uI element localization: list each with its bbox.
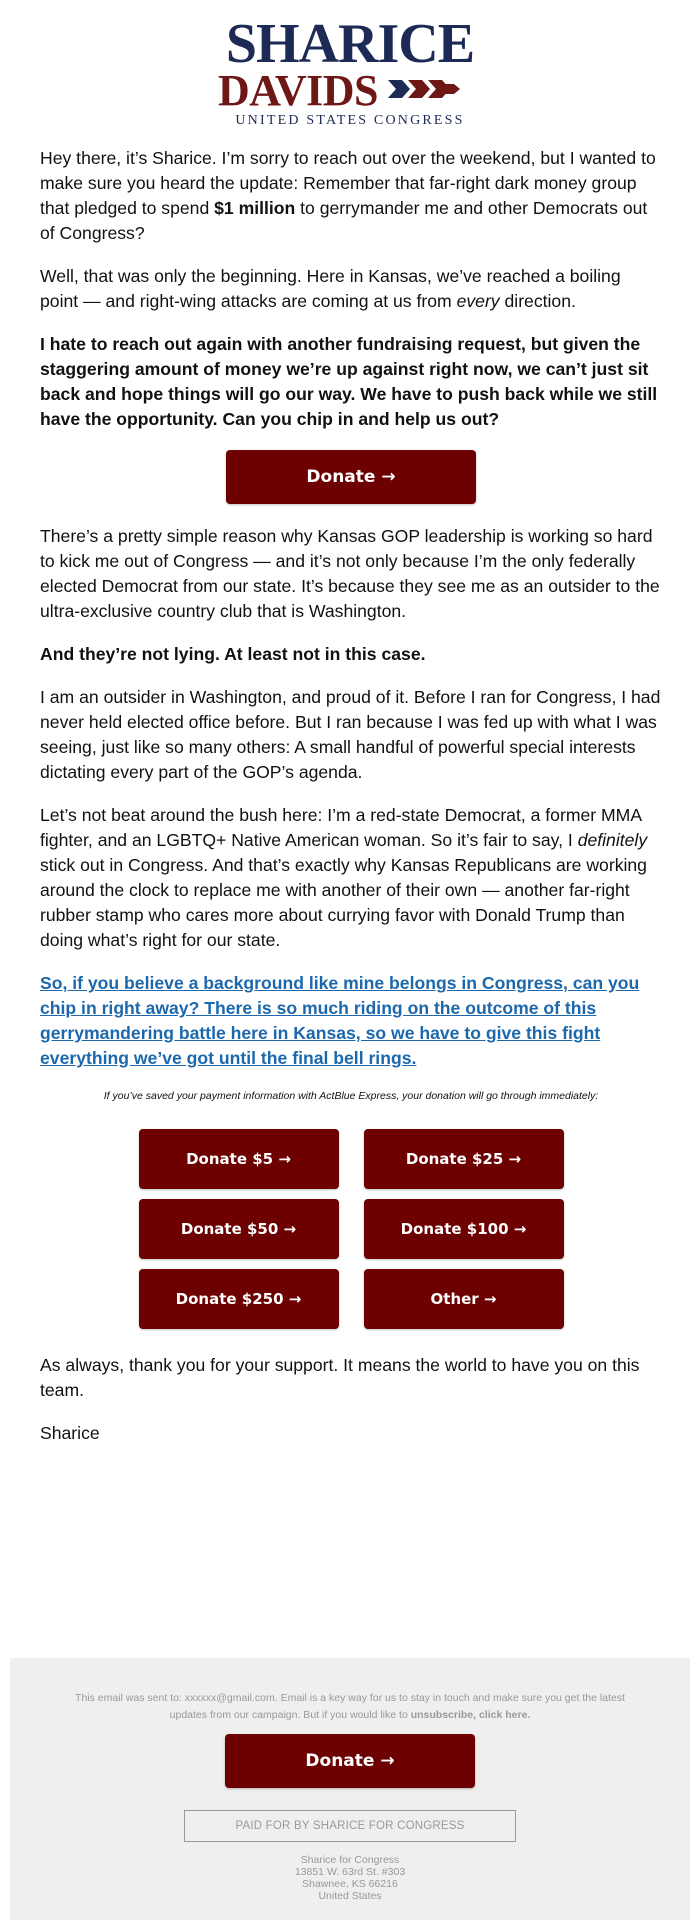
donate-button[interactable]: Donate → — [226, 450, 476, 504]
paid-for-disclaimer: PAID FOR BY SHARICE FOR CONGRESS — [184, 1810, 516, 1842]
paragraph-outsider: I am an outsider in Washington, and proud of it. Before I ran for Congress, I had never held elected office before. But I ran because I was fed up with what I was seeing, just like so many others: A small handful of powerful special interests dictating every part of the GOP’s agenda. — [40, 687, 661, 782]
paragraph-ask: I hate to reach out again with another fundraising request, but given the staggering amount of money we’re up against right now, we can’t just sit back and hope things will go our way. We have to push back while we still have the opportunity. Can you chip in and help us out? — [40, 334, 658, 429]
donation-amount-grid — [40, 1129, 662, 1329]
logo-name-first: SHARICE — [225, 13, 475, 75]
paragraph-gop-reason: There’s a pretty simple reason why Kansas GOP leadership is working so hard to kick me out of Congress — and it’s not only because I’m the only federally elected Democrat from our state. It’s because they see me as an outsider to the ultra-exclusive country club that is Washington. — [40, 526, 660, 621]
paragraph-not-lying: And they’re not lying. At least not in this case. — [40, 644, 426, 664]
donate-100-button[interactable]: Donate $100 → — [364, 1199, 564, 1259]
donate-other-button[interactable]: Other → — [364, 1269, 564, 1329]
paragraph-boiling-point: Well, that was only the beginning. Here in Kansas, we’ve reached a boiling point — and right-wing attacks are coming at us from every direction. — [40, 266, 621, 311]
donate-25-button[interactable]: Donate $25 → — [364, 1129, 564, 1189]
logo-name-last-text: DAVIDS — [217, 66, 379, 115]
address-line: United States — [318, 1890, 382, 1902]
actblue-express-note: If you’ve saved your payment information with ActBlue Express, your donation will go through immediately: — [103, 1090, 599, 1102]
address-block — [10, 1854, 690, 1902]
emphasis-definitely: definitely — [577, 830, 648, 850]
footer-donate-button[interactable]: Donate → — [225, 1734, 475, 1788]
address-line: 13851 W. 63rd St. #303 — [294, 1866, 406, 1878]
paragraph-intro: Hey there, it’s Sharice. I’m sorry to reach out over the weekend, but I wanted to make sure you heard the update: Remember that far-right dark money group that pledged to spend $1 million to gerrymander me and other Democrats out of Congress? — [40, 148, 656, 243]
logo-name-last — [217, 66, 462, 115]
donate-250-button[interactable]: Donate $250 → — [139, 1269, 339, 1329]
paragraph-closing: As always, thank you for your support. It means the world to have you on this team. — [40, 1355, 640, 1400]
arrow-chevrons-icon — [386, 78, 462, 100]
emphasis-every: every — [456, 291, 500, 311]
donate-text-link[interactable]: So, if you believe a background like mine belongs in Congress, can you chip in right away? There is so much riding on the outcome of this gerrymandering battle here in Kansas, so we have to give this fight everything we’ve got until the final bell rings. — [40, 973, 640, 1068]
address-line: Shawnee, KS 66216 — [302, 1878, 398, 1890]
address-line: Sharice for Congress — [300, 1854, 400, 1866]
signature: Sharice — [40, 1423, 100, 1443]
unsubscribe-link[interactable]: unsubscribe, click here. — [410, 1709, 531, 1721]
paragraph-background: Let’s not beat around the bush here: I’m a red-state Democrat, a former MMA fighter, and an LGBTQ+ Native American woman. So it’s fair to say, I definitely stick out in Congress. And that’s exactly why Kansas Republicans are working around the clock to replace me with another of their own — another far-right rubber stamp who cares more about currying favor with Donald Trump than doing what’s right for our state. — [40, 805, 648, 950]
paragraph-donate-link — [40, 971, 662, 1071]
email-footer — [10, 1658, 690, 1920]
amount-highlight: $1 million — [214, 198, 296, 218]
donate-5-button[interactable]: Donate $5 → — [139, 1129, 339, 1189]
donate-50-button[interactable]: Donate $50 → — [139, 1199, 339, 1259]
campaign-logo — [0, 13, 700, 130]
logo-subtitle: UNITED STATES CONGRESS — [235, 113, 465, 128]
footer-note: This email was sent to: xxxxxx@gmail.com. Email is a key way for us to stay in touch and make sure you get the latest updates from our campaign. But if you would like to unsubscribe, click here. — [75, 1692, 625, 1721]
email-body — [40, 146, 662, 1464]
